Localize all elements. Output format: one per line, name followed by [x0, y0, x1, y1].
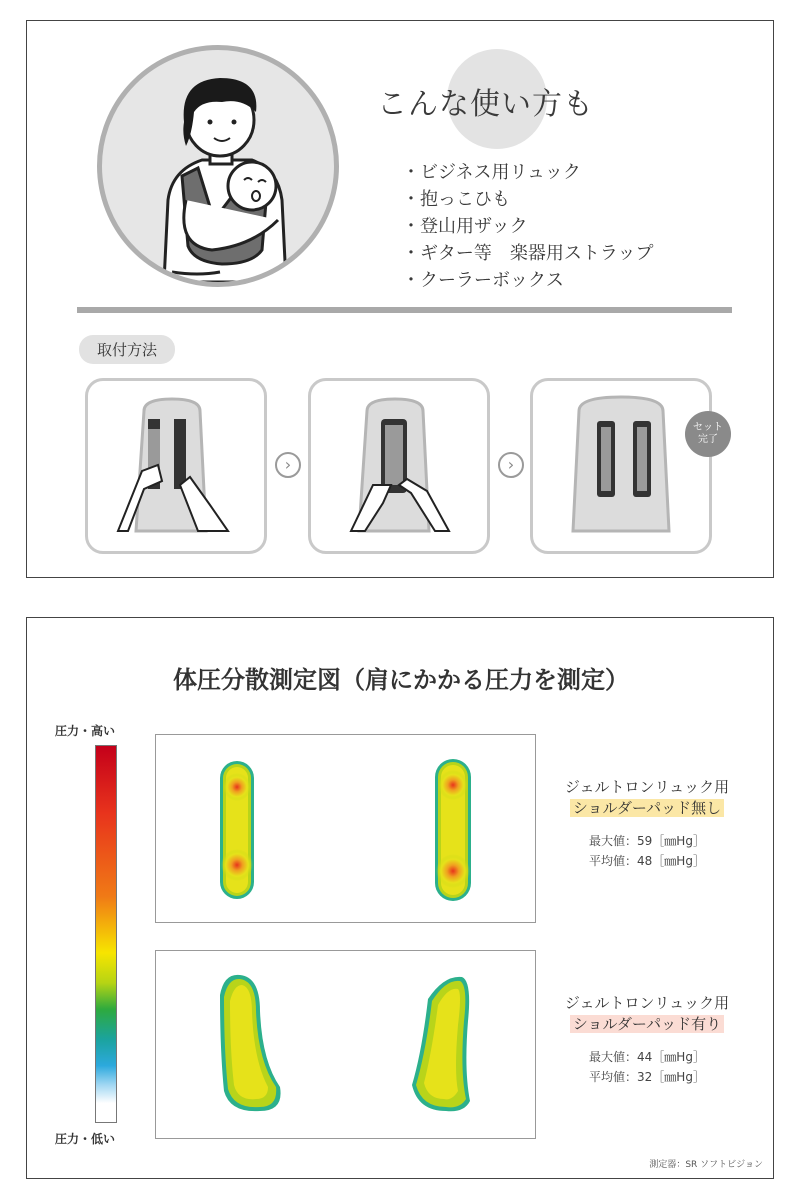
scale-low-label: 圧力・低い	[55, 1132, 116, 1146]
variant-with-pad: ショルダーパッド有り	[570, 1015, 724, 1033]
max-value: 最大値：44［㎜Hg］	[589, 1050, 705, 1064]
usage-panel	[26, 20, 774, 578]
backpack-finished	[533, 381, 709, 551]
step-3-illustration	[530, 378, 712, 554]
pressure-map-without-pad	[156, 735, 535, 922]
scale-high-label: 圧力・高い	[55, 724, 116, 738]
avg-value: 平均値：32［㎜Hg］	[589, 1070, 705, 1084]
variant-without-pad: ショルダーパッド無し	[570, 799, 724, 817]
product-name: ジェルトロンリュック用	[564, 778, 730, 796]
pressure-panel	[26, 617, 774, 1179]
heatmap-without-pad	[155, 734, 536, 923]
without-pad-label	[547, 776, 747, 871]
usage-item: ・ ビジネス用リュック	[402, 159, 653, 186]
step-2-illustration	[308, 378, 490, 554]
product-name: ジェルトロンリュック用	[564, 994, 730, 1012]
with-pad-label	[547, 992, 747, 1087]
chevron-right-icon: ›	[498, 452, 524, 478]
max-value: 最大値：59［㎜Hg］	[589, 834, 705, 848]
pressure-map-with-pad	[156, 951, 535, 1138]
chevron-right-icon: ›	[275, 452, 301, 478]
backpack-hands-step1	[88, 381, 264, 551]
method-label: 取付方法	[79, 335, 175, 364]
badge-line-1: セット	[693, 422, 723, 433]
pressure-color-scale	[95, 745, 117, 1123]
usage-title: こんな使い方も	[377, 87, 594, 122]
stats-with-pad	[547, 1047, 747, 1087]
measurement-credit: 測定器：SR ソフトビジョン	[649, 1160, 763, 1170]
parent-baby-figure	[102, 50, 334, 282]
badge-line-2: 完了	[698, 434, 718, 445]
avg-value: 平均値：48［㎜Hg］	[589, 854, 705, 868]
usage-item: ・ クーラーボックス	[402, 267, 653, 294]
backpack-hands-step2	[311, 381, 487, 551]
usage-item: ・ 登山用ザック	[402, 213, 653, 240]
usage-item: ・ ギター等 楽器用ストラップ	[402, 240, 653, 267]
usage-item: ・ 抱っこひも	[402, 186, 653, 213]
section-divider	[77, 307, 732, 313]
set-complete-badge	[685, 411, 731, 457]
step-1-illustration	[85, 378, 267, 554]
pressure-title: 体圧分散測定図（肩にかかる圧力を測定）	[173, 666, 629, 694]
heatmap-with-pad	[155, 950, 536, 1139]
parent-with-baby-illustration	[97, 45, 339, 287]
usage-list	[402, 159, 653, 294]
stats-without-pad	[547, 831, 747, 871]
